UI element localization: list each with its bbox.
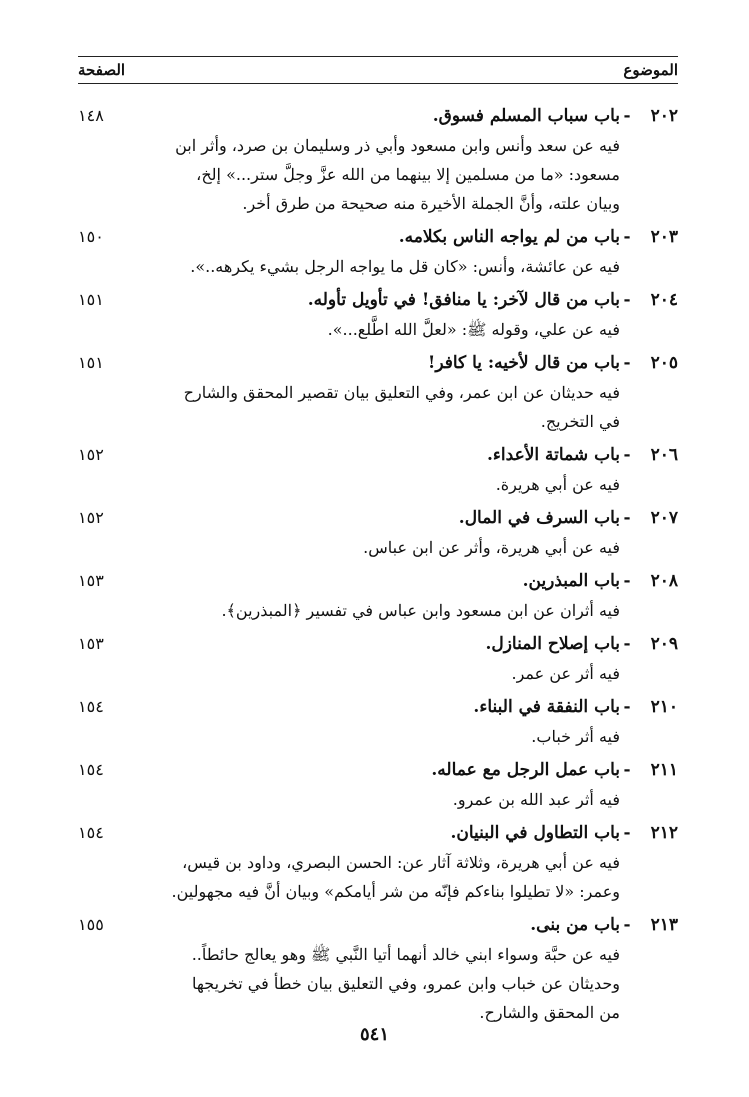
index-entry — [78, 284, 678, 344]
entry-title: باب عمل الرجل مع عماله. — [431, 760, 620, 780]
description-line: فيه أثر خباب. — [531, 727, 620, 746]
entry-title: باب إصلاح المنازل. — [485, 634, 620, 654]
index-header — [78, 56, 678, 84]
description-line: فيه عن حبَّة وسواء ابني خالد أنهما أتيا النَّبي ﷺ وهو يعالج حائطاً.. — [191, 945, 620, 964]
entry-page-number: ١٥٣ — [78, 571, 104, 590]
entry-dash: - — [623, 106, 631, 126]
entry-description — [78, 785, 678, 814]
description-line: فيه عن أبي هريرة، وثلاثة آثار عن: الحسن البصري، وداود بن قيس، — [182, 853, 620, 872]
entry-description — [78, 722, 678, 751]
page-heading: الصفحة — [78, 61, 126, 79]
entry-page-number: ١٥٢ — [78, 445, 104, 464]
entry-dash: - — [623, 353, 631, 373]
entry-title-row — [78, 100, 678, 131]
index-entry — [78, 439, 678, 499]
entry-description — [78, 848, 678, 906]
entry-description — [78, 315, 678, 344]
entry-title: باب من قال لآخر: يا منافق! في تأويل تأوله. — [307, 290, 620, 310]
entry-dash: - — [623, 445, 631, 465]
description-line: فيه أثر عبد الله بن عمرو. — [452, 790, 620, 809]
description-line: فيه حديثان عن ابن عمر، وفي التعليق بيان تقصير المحقق والشارح — [183, 383, 620, 402]
entry-description — [78, 659, 678, 688]
index-entry — [78, 628, 678, 688]
entry-title-row — [78, 817, 678, 848]
entry-number: ٢٠٣ — [650, 227, 678, 247]
entry-description — [78, 131, 678, 218]
entry-number: ٢١٠ — [650, 697, 678, 717]
entry-title-row — [78, 909, 678, 940]
entry-title-row — [78, 628, 678, 659]
page-number: ٥٤١ — [359, 1024, 389, 1045]
entry-title: باب من لم يواجه الناس بكلامه. — [398, 227, 620, 247]
index-entry — [78, 502, 678, 562]
entry-description — [78, 940, 678, 1027]
entry-page-number: ١٥٠ — [78, 227, 104, 246]
entry-number: ٢٠٨ — [650, 571, 678, 591]
description-line: وعمر: «لا تطيلوا بناءكم فإنّه من شر أيامكم» وبيان أنَّ فيه مجهولين. — [171, 882, 620, 901]
description-line: فيه عن سعد وأنس وابن مسعود وأبي ذر وسليمان بن صرد، وأثر ابن — [175, 136, 620, 155]
topic-heading: الموضوع — [623, 61, 678, 79]
entry-title-row — [78, 754, 678, 785]
index-entry — [78, 347, 678, 436]
entry-page-number: ١٥٣ — [78, 634, 104, 653]
entry-page-number: ١٥٤ — [78, 760, 104, 779]
entry-dash: - — [623, 227, 631, 247]
entry-page-number: ١٥١ — [78, 290, 104, 309]
entry-title-row — [78, 439, 678, 470]
entry-description — [78, 596, 678, 625]
entry-title-row — [78, 284, 678, 315]
entry-dash: - — [623, 915, 631, 935]
entry-title-row — [78, 221, 678, 252]
entry-title: باب التطاول في البنيان. — [450, 823, 620, 843]
entry-number: ٢١٢ — [650, 823, 678, 843]
entry-description — [78, 470, 678, 499]
entry-dash: - — [623, 508, 631, 528]
entry-number: ٢١٣ — [650, 915, 678, 935]
entry-dash: - — [623, 571, 631, 591]
entry-number: ٢٠٢ — [650, 106, 678, 126]
index-entry — [78, 691, 678, 751]
description-line: في التخريج. — [540, 412, 620, 431]
entry-description — [78, 533, 678, 562]
entry-title-row — [78, 347, 678, 378]
description-line: فيه أثر عن عمر. — [511, 664, 620, 683]
entry-dash: - — [623, 823, 631, 843]
description-line: وحديثان عن خباب وابن عمرو، وفي التعليق بيان خطأ في تخريجها — [192, 974, 620, 993]
entry-dash: - — [623, 634, 631, 654]
description-line: فيه عن أبي هريرة، وأثر عن ابن عباس. — [363, 538, 620, 557]
entry-title: باب شماتة الأعداء. — [487, 445, 620, 465]
entry-page-number: ١٥٤ — [78, 697, 104, 716]
index-entries — [78, 100, 678, 1030]
entry-title: باب السرف في المال. — [458, 508, 620, 528]
entry-number: ٢١١ — [650, 760, 678, 780]
entry-page-number: ١٥١ — [78, 353, 104, 372]
description-line: من المحقق والشارح. — [479, 1003, 620, 1022]
index-entry — [78, 909, 678, 1027]
entry-title: باب من قال لأخيه: يا كافر! — [427, 353, 620, 373]
description-line: فيه عن علي، وقوله ﷺ: «لعلَّ الله اطَّلع...». — [327, 320, 620, 339]
entry-number: ٢٠٧ — [650, 508, 678, 528]
entry-description — [78, 252, 678, 281]
entry-dash: - — [623, 697, 631, 717]
entry-title: باب المبذرين. — [522, 571, 620, 591]
description-line: فيه عن أبي هريرة. — [495, 475, 620, 494]
index-entry — [78, 221, 678, 281]
entry-number: ٢٠٤ — [650, 290, 678, 310]
index-entry — [78, 817, 678, 906]
description-line: فيه عن عائشة، وأنس: «كان قل ما يواجه الرجل بشيء يكرهه..». — [190, 257, 620, 276]
description-line: وبيان علته، وأنَّ الجملة الأخيرة منه صحيحة من طرق أخر. — [242, 194, 620, 213]
entry-page-number: ١٥٢ — [78, 508, 104, 527]
index-entry — [78, 565, 678, 625]
entry-number: ٢٠٥ — [650, 353, 678, 373]
entry-title-row — [78, 565, 678, 596]
index-entry — [78, 100, 678, 218]
entry-title-row — [78, 691, 678, 722]
entry-title-row — [78, 502, 678, 533]
index-entry — [78, 754, 678, 814]
entry-title: باب النفقة في البناء. — [473, 697, 620, 717]
description-line: فيه أثران عن ابن مسعود وابن عباس في تفسير ﴿المبذرين﴾. — [221, 601, 620, 620]
entry-title: باب سباب المسلم فسوق. — [432, 106, 620, 126]
description-line: مسعود: «ما من مسلمين إلا بينهما من الله عزَّ وجلَّ ستر...» إلخ، — [196, 165, 620, 184]
entry-page-number: ١٥٥ — [78, 915, 104, 934]
entry-number: ٢٠٦ — [650, 445, 678, 465]
entry-dash: - — [623, 760, 631, 780]
entry-title: باب من بنى. — [530, 915, 620, 935]
entry-dash: - — [623, 290, 631, 310]
entry-number: ٢٠٩ — [650, 634, 678, 654]
entry-page-number: ١٤٨ — [78, 106, 104, 125]
entry-description — [78, 378, 678, 436]
entry-page-number: ١٥٤ — [78, 823, 104, 842]
